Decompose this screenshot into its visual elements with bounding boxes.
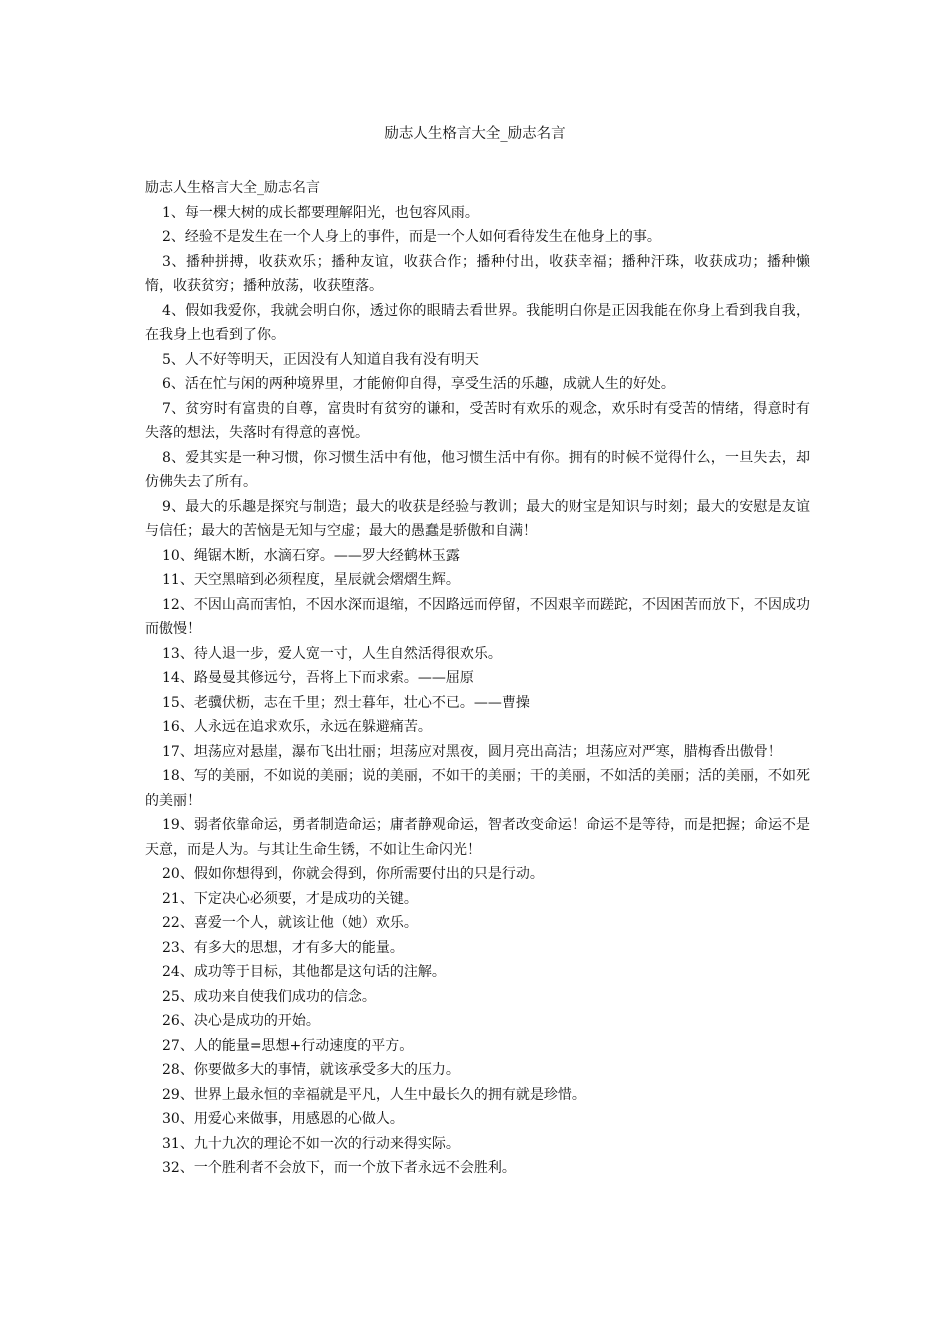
document-title: 励志人生格言大全_励志名言 <box>384 126 566 142</box>
quote-item: 31、九十九次的理论不如一次的行动来得实际。 <box>162 1135 460 1152</box>
quote-item: 21、下定决心必须要，才是成功的关键。 <box>162 890 418 907</box>
quote-item: 2、经验不是发生在一个人身上的事件，而是一个人如何看待发生在他身上的事。 <box>162 229 661 245</box>
document-subtitle: 励志人生格言大全_励志名言 <box>145 180 320 196</box>
quote-item: 4、假如我爱你，我就会明白你，透过你的眼睛去看世界。我能明白你是正因我能在你身上看到我自我，在我身上也看到了你。 <box>145 302 810 343</box>
quote-item: 19、弱者依靠命运，勇者制造命运；庸者静观命运，智者改变命运！命运不是等待，而是把握；命运不是天意，而是人为。与其让生命生锈，不如让生命闪光！ <box>145 817 810 858</box>
quote-item: 23、有多大的思想，才有多大的能量。 <box>162 939 404 956</box>
quote-item: 9、最大的乐趣是探究与制造；最大的收获是经验与教训；最大的财宝是知识与时刻；最大的安慰是友谊与信任；最大的苦恼是无知与空虚；最大的愚蠢是骄傲和自满！ <box>145 498 810 539</box>
quote-item: 32、一个胜利者不会放下，而一个放下者永远不会胜利。 <box>162 1160 516 1176</box>
quote-item: 16、人永远在追求欢乐，永远在躲避痛苦。 <box>162 719 432 735</box>
quote-item: 8、爱其实是一种习惯，你习惯生活中有他，他习惯生活中有你。拥有的时候不觉得什么，一旦失去，却仿佛失去了所有。 <box>145 449 810 490</box>
quote-item: 13、待人退一步，爱人宽一寸，人生自然活得很欢乐。 <box>162 645 502 662</box>
quote-item: 29、世界上最永恒的幸福就是平凡，人生中最长久的拥有就是珍惜。 <box>162 1086 586 1103</box>
quote-item: 10、绳锯木断，水滴石穿。——罗大经鹤林玉露 <box>162 547 460 564</box>
quote-item: 12、不因山高而害怕，不因水深而退缩，不因路远而停留，不因艰辛而蹉跎，不因困苦而放下，不因成功而傲慢！ <box>145 596 810 637</box>
quote-item: 22、喜爱一个人，就该让他（她）欢乐。 <box>162 915 418 931</box>
quote-item: 5、人不好等明天，正因没有人知道自我有没有明天 <box>162 351 479 368</box>
quote-list <box>145 201 810 1181</box>
quote-item: 11、天空黑暗到必须程度，星辰就会熠熠生辉。 <box>162 572 460 588</box>
quote-item: 14、路曼曼其修远兮，吾将上下而求索。——屈原 <box>162 670 474 686</box>
document-body <box>145 176 810 1181</box>
quote-item: 6、活在忙与闲的两种境界里，才能俯仰自得，享受生活的乐趣，成就人生的好处。 <box>162 376 675 392</box>
quote-item: 24、成功等于目标，其他都是这句话的注解。 <box>162 964 446 980</box>
quote-item: 7、贫穷时有富贵的自尊，富贵时有贫穷的谦和，受苦时有欢乐的观念，欢乐时有受苦的情绪，得意时有失落的想法，失落时有得意的喜悦。 <box>145 400 810 441</box>
quote-item: 25、成功来自使我们成功的信念。 <box>162 988 376 1005</box>
quote-item: 20、假如你想得到，你就会得到，你所需要付出的只是行动。 <box>162 866 544 882</box>
quote-item: 3、播种拼搏，收获欢乐；播种友谊，收获合作；播种付出，收获幸福；播种汗珠，收获成功；播种懒惰，收获贫穷；播种放荡，收获堕落。 <box>145 253 810 294</box>
quote-item: 26、决心是成功的开始。 <box>162 1013 320 1029</box>
quote-item: 17、坦荡应对悬崖，瀑布飞出壮丽；坦荡应对黑夜，圆月亮出高洁；坦荡应对严寒，腊梅香出傲骨！ <box>162 743 782 760</box>
quote-item: 18、写的美丽，不如说的美丽；说的美丽，不如干的美丽；干的美丽，不如活的美丽；活的美丽，不如死的美丽！ <box>145 768 810 809</box>
quote-item: 28、你要做多大的事情，就该承受多大的压力。 <box>162 1062 460 1078</box>
quote-item: 1、每一棵大树的成长都要理解阳光，也包容风雨。 <box>162 204 479 221</box>
quote-item: 30、用爱心来做事，用感恩的心做人。 <box>162 1111 404 1127</box>
quote-item: 27、人的能量=思想+行动速度的平方。 <box>162 1037 414 1054</box>
quote-item: 15、老骥伏枥，志在千里；烈士暮年，壮心不已。——曹操 <box>162 694 530 711</box>
